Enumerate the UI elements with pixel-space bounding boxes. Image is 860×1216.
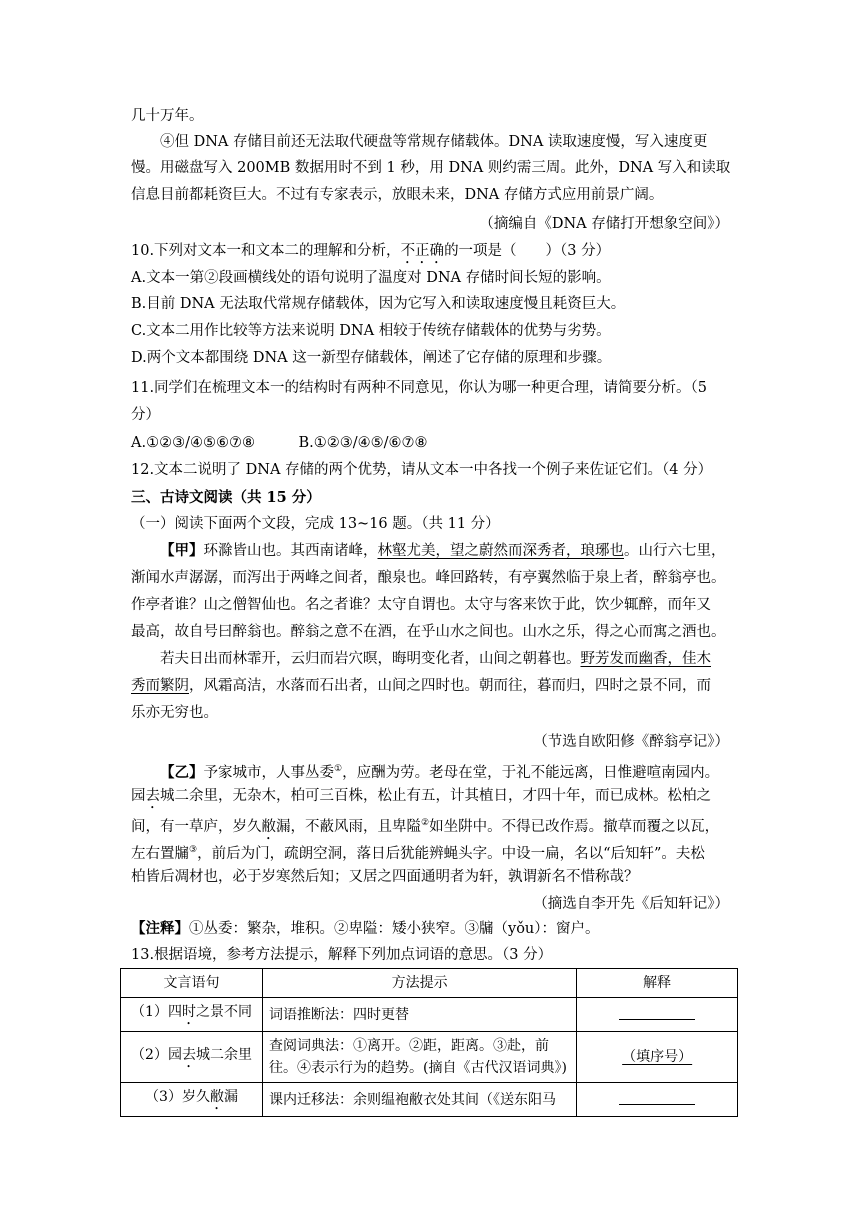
passage-jia-line-7: 乐亦无穷也。 — [131, 705, 218, 721]
table-row — [121, 1032, 738, 1083]
emphasis-dots: 敝 — [261, 818, 276, 835]
section-3-heading: 三、古诗文阅读（共 15 分） — [131, 489, 321, 506]
paragraph-4-line-1: ④但 DNA 存储目前还无法取代硬盘等常规存储载体。DNA 读取速度慢，写入速度更 — [160, 134, 708, 150]
underlined-sentence: 野芳发而幽香，佳木 — [580, 651, 711, 667]
footnote-marker: ① — [334, 764, 343, 774]
table-row — [121, 998, 738, 1032]
emphasis-dots: 去 — [145, 788, 160, 804]
annotation-notes: 【注释】①丛委：繁杂，堆积。②卑隘：矮小狭窄。③牖（yǒu）：窗户。 — [131, 920, 600, 937]
question-13: 13.根据语境，参考方法提示，解释下列加点词语的意思。（3 分） — [131, 947, 553, 963]
source-citation-yi: （摘选自李开先《后知轩记》） — [533, 896, 729, 912]
question-12: 12.文本二说明了 DNA 存储的两个优势，请从文本一中各找一个例子来佐证它们。（4 分） — [131, 462, 713, 478]
hint-cell: 词语推断法：四时更替 — [263, 998, 577, 1032]
source-citation-1: （摘编自《DNA 存储打开想象空间》） — [479, 216, 729, 232]
paragraph-4-line-3: 信息目前都耗资巨大。不过有专家表示，放眼未来，DNA 存储方式应用前景广阔。 — [131, 187, 664, 203]
paragraph-4-line-2: 慢。用磁盘写入 200MB 数据用时不到 1 秒，用 DNA 则约需三周。此外，DNA 写入和读取 — [131, 160, 731, 176]
q10-option-a: A.文本一第②段画横线处的语句说明了温度对 DNA 存储时间长短的影响。 — [131, 270, 611, 286]
answer-blank[interactable] — [619, 1003, 695, 1020]
passage-jia-line-4: 最高，故自号曰醉翁也。醉翁之意不在酒，在乎山水之间也。山水之乐，得之心而寓之酒也。 — [131, 624, 726, 640]
passage-tag-jia: 【甲】 — [160, 542, 204, 559]
q10-option-d: D.两个文本都围绕 DNA 这一新型存储载体，阐述了它存储的原理和步骤。 — [131, 350, 612, 366]
answer-cell[interactable] — [577, 998, 738, 1032]
q11-options: A.①②③/④⑤⑥⑦⑧ B.①②③/④⑤/⑥⑦⑧ — [131, 435, 428, 451]
passage-jia-line-3: 作亭者谁？山之僧智仙也。名之者谁？太守自谓也。太守与客来饮于此，饮少辄醉，而年又 — [131, 597, 711, 613]
table-header-row — [121, 969, 738, 998]
passage-yi-line-5: 柏皆后凋材也，必于岁寒然后知；又居之四面通明者为轩，孰谓新名不惜称哉？ — [131, 869, 639, 885]
q10-option-c: C.文本二用作比较等方法来说明 DNA 相较于传统存储载体的优势与劣势。 — [131, 323, 611, 339]
emphasis-dots: 不正确 — [400, 243, 445, 259]
footnote-marker: ③ — [189, 845, 198, 855]
sentence-cell: （3）岁久敝漏 — [121, 1083, 263, 1117]
sentence-cell: （1）四时之景不同 — [121, 998, 263, 1032]
question-11-line-2: 分） — [131, 407, 160, 423]
table-row — [121, 1083, 738, 1117]
answer-blank[interactable] — [619, 1088, 695, 1105]
method-hint-table — [120, 968, 738, 1117]
passage-jia-line-2: 渐闻水声潺潺，而泻出于两峰之间者，酿泉也。峰回路转，有亭翼然临于泉上者，醉翁亭也。 — [131, 570, 726, 586]
footnote-marker: ② — [421, 818, 430, 828]
paragraph-end: 几十万年。 — [131, 108, 204, 124]
question-11-line-1: 11.同学们在梳理文本一的结构时有两种不同意见，你认为哪一种更合理，请简要分析。（5 — [131, 380, 708, 396]
sentence-cell: （2）园去城二余里 — [121, 1032, 263, 1083]
passage-jia-line-1: 【甲】环滁皆山也。其西南诸峰，林壑尤美，望之蔚然而深秀者，琅琊也。山行六七里， — [160, 542, 726, 559]
answer-cell[interactable] — [577, 1083, 738, 1117]
subsection-1-heading: （一）阅读下面两个文段，完成 13~16 题。（共 11 分） — [131, 516, 500, 532]
passage-tag-yi: 【乙】 — [160, 763, 204, 781]
fill-in-hint[interactable]: （填序号） — [622, 1049, 693, 1065]
source-citation-jia: （节选自欧阳修《醉翁亭记》） — [533, 734, 729, 750]
question-10: 10.下列对文本一和文本二的理解和分析，不正确的一项是（ ）（3 分） — [131, 243, 611, 259]
passage-jia-line-6: 秀而繁阴，风霜高洁，水落而石出者，山间之四时也。朝而往，暮而归，四时之景不同，而 — [131, 678, 711, 694]
hint-cell: 查阅词典法：①离开。②距，距离。③赴，前 往。④表示行为的趋势。(摘自《古代汉语词典》) — [263, 1032, 577, 1083]
passage-yi-line-1: 【乙】予家城市，人事丛委①，应酬为劳。老母在堂，于礼不能远离，日惟避喧南园内。 — [160, 763, 720, 781]
table-header: 解释 — [577, 969, 738, 998]
q10-option-b: B.目前 DNA 无法取代常规存储载体，因为它写入和读取速度慢且耗资巨大。 — [131, 296, 626, 312]
underlined-sentence: 秀而繁阴 — [131, 678, 189, 694]
table-header: 方法提示 — [263, 969, 577, 998]
hint-cell: 课内迁移法：余则缊袍敝衣处其间（《送东阳马 — [263, 1083, 577, 1117]
passage-yi-line-3: 间，有一草庐，岁久敝漏，不蔽风雨，且卑隘②如坐阱中。不得已改作焉。撤草而覆之以瓦， — [131, 818, 720, 835]
passage-yi-line-2: 园去城二余里，无杂木，柏可三百株，松止有五，计其植日，才四十年，而已成林。松柏之 — [131, 788, 711, 804]
underlined-sentence: 林壑尤美，望之蔚然而深秀者，琅琊也 — [377, 543, 624, 559]
table-header: 文言语句 — [121, 969, 263, 998]
passage-jia-line-5: 若夫日出而林霏开，云归而岩穴暝，晦明变化者，山间之朝暮也。野芳发而幽香，佳木 — [160, 651, 711, 667]
passage-yi-line-4: 左右置牖③，前后为门，疏朗空洞，落日后犹能辨蝇头字。中设一扁，名以“后知轩”。夫松 — [131, 845, 705, 862]
answer-cell[interactable] — [577, 1032, 738, 1083]
